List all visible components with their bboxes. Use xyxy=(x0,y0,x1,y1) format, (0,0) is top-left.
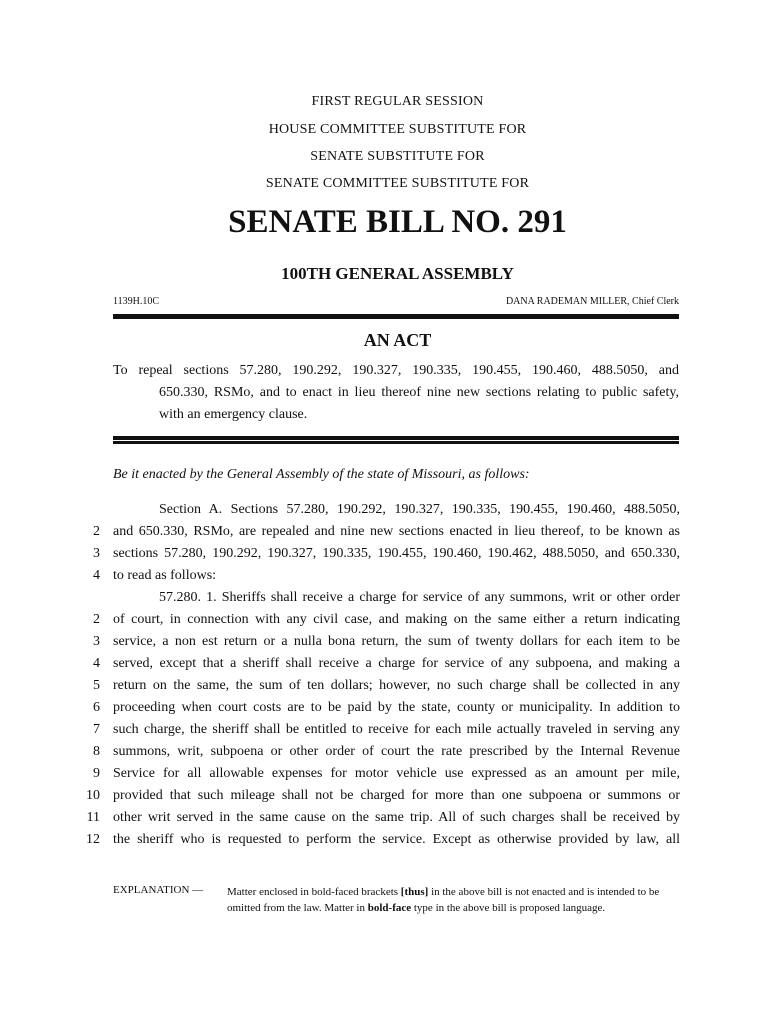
assembly-heading: 100TH GENERAL ASSEMBLY xyxy=(281,264,514,283)
bill-text-line: of court, in connection with any civil case, and making on the same either a return indicating xyxy=(113,612,680,627)
line-number: 10 xyxy=(86,788,100,803)
bill-text-line: and 650.330, RSMo, are repealed and nine new sections enacted in lieu thereof, to be known as xyxy=(113,524,680,539)
line-number: 9 xyxy=(93,766,100,781)
bill-text-line: proceeding when court costs are to be paid by the state, county or municipality. In addition to xyxy=(113,700,680,715)
bill-text-line: such charge, the sheriff shall be entitled to receive for each mile actually traveled in serving any xyxy=(113,722,680,737)
line-number: 2 xyxy=(93,612,100,627)
bill-text-line: return on the same, the sum of ten dollars; however, no such charge shall be collected in any xyxy=(113,678,680,693)
explanation-part-2: in the above bill is not enacted and is intended to be omitted from the law. Matter in xyxy=(227,886,660,914)
bill-text-line: service, a non est return or a nulla bona return, the sum of twenty dollars for each item to be xyxy=(113,634,680,649)
bill-text-line: the sheriff who is requested to perform the service. Except as otherwise provided by law, all xyxy=(113,832,680,847)
document-code: 1139H.10C xyxy=(113,296,160,307)
explanation-text xyxy=(227,884,681,916)
purpose-line-1: To repeal sections 57.280, 190.292, 190.327, 190.335, 190.455, 190.460, 488.5050, and xyxy=(113,363,679,378)
substitute-line-3: SENATE COMMITTEE SUBSTITUTE FOR xyxy=(265,176,530,191)
line-number: 8 xyxy=(93,744,100,759)
line-number: 5 xyxy=(93,678,100,693)
substitute-line-2: SENATE SUBSTITUTE FOR xyxy=(310,149,485,164)
bill-text-line: to read as follows: xyxy=(113,568,217,583)
act-purpose xyxy=(113,360,679,426)
explanation-label: EXPLANATION — xyxy=(113,884,204,896)
bill-text-line: summons, writ, subpoena or other order of court the rate prescribed by the Internal Revenue xyxy=(113,744,680,759)
explanation-part-3: type in the above bill is proposed language. xyxy=(411,902,606,914)
substitute-line-1: HOUSE COMMITTEE SUBSTITUTE FOR xyxy=(268,122,527,137)
bill-title: SENATE BILL NO. 291 xyxy=(228,204,567,240)
line-number: 12 xyxy=(86,832,100,847)
explanation-part-1: Matter enclosed in bold-faced brackets xyxy=(227,886,401,898)
top-rule xyxy=(113,314,679,319)
explanation-bracket-example: [thus] xyxy=(400,886,429,898)
line-number: 4 xyxy=(93,568,100,583)
explanation-bold-example: bold-face xyxy=(367,902,412,914)
chief-clerk: DANA RADEMAN MILLER, Chief Clerk xyxy=(505,296,679,307)
bill-text-line: served, except that a sheriff shall receive a charge for service of any subpoena, and making a xyxy=(113,656,680,671)
line-number: 6 xyxy=(93,700,100,715)
middle-rule xyxy=(113,436,679,440)
act-heading: AN ACT xyxy=(363,330,432,350)
purpose-line-2: 650.330, RSMo, and to enact in lieu thereof nine new sections relating to public safety, xyxy=(159,385,679,400)
line-number: 3 xyxy=(93,634,100,649)
bill-text-line: provided that such mileage shall not be charged for more than one subpoena or summons or xyxy=(113,788,680,803)
purpose-line-3: with an emergency clause. xyxy=(159,407,308,422)
bill-text-line: Service for all allowable expenses for motor vehicle use expressed as an amount per mile, xyxy=(113,766,680,781)
bill-text-line: sections 57.280, 190.292, 190.327, 190.335, 190.455, 190.460, 190.462, 488.5050, and 650.330, xyxy=(113,546,680,561)
middle-rule-thin xyxy=(113,441,679,444)
session-heading: FIRST REGULAR SESSION xyxy=(311,94,484,109)
bill-text-line: 57.280. 1. Sheriffs shall receive a charge for service of any summons, writ or other order xyxy=(159,590,680,605)
line-number: 2 xyxy=(93,524,100,539)
enacting-clause: Be it enacted by the General Assembly of the state of Missouri, as follows: xyxy=(113,467,530,482)
line-number: 11 xyxy=(86,810,100,825)
line-number: 7 xyxy=(93,722,100,737)
line-number: 4 xyxy=(93,656,100,671)
line-number: 3 xyxy=(93,546,100,561)
bill-text-line: other writ served in the same cause on the same trip. All of such charges shall be received by xyxy=(113,810,680,825)
bill-text-line: Section A. Sections 57.280, 190.292, 190.327, 190.335, 190.455, 190.460, 488.5050, xyxy=(159,502,680,517)
